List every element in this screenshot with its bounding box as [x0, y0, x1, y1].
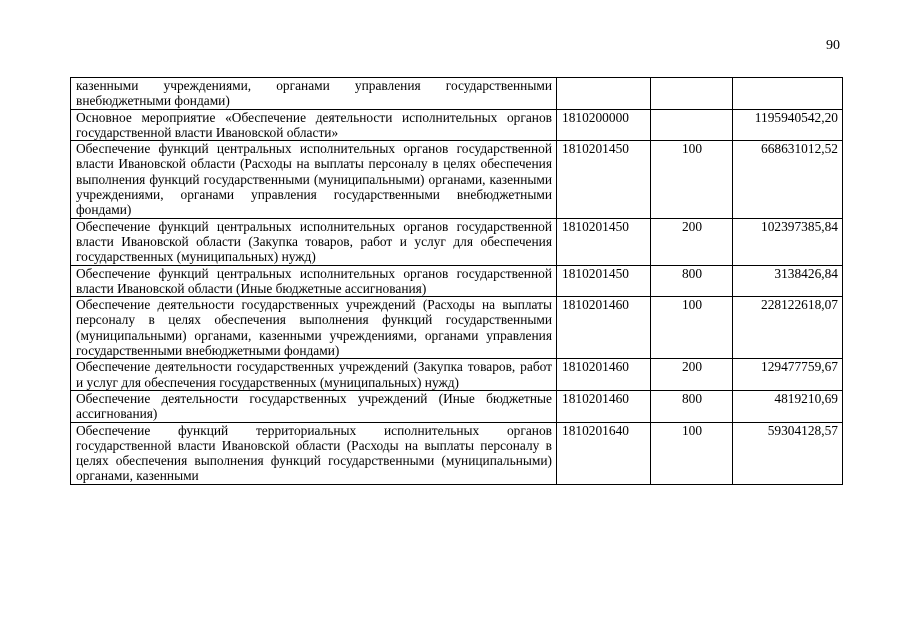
expense-type-cell: 200	[651, 218, 733, 265]
target-code-cell: 1810201640	[557, 422, 651, 484]
expense-name-cell: Обеспечение функций центральных исполнительных органов государственной власти Ивановской области (Закупка товаров, работ и услуг для обеспечения государственных (муниципальных) нужд)	[71, 218, 557, 265]
expense-name-cell: Обеспечение функций территориальных исполнительных органов государственной власти Ивановской области (Расходы на выплаты персоналу в целях обеспечения выполнения функций государственными (муниципальными) органами, казенными	[71, 422, 557, 484]
table-row	[71, 390, 843, 422]
table-row	[71, 422, 843, 484]
budget-table	[70, 77, 843, 485]
amount-cell	[733, 78, 843, 110]
table-row	[71, 218, 843, 265]
table-row	[71, 265, 843, 297]
target-code-cell: 1810201450	[557, 141, 651, 218]
table-row	[71, 109, 843, 141]
amount-cell: 668631012,52	[733, 141, 843, 218]
expense-name-cell: Основное мероприятие «Обеспечение деятельности исполнительных органов государственной власти Ивановской области»	[71, 109, 557, 141]
amount-cell: 129477759,67	[733, 359, 843, 391]
amount-cell: 228122618,07	[733, 297, 843, 359]
expense-type-cell: 100	[651, 141, 733, 218]
expense-name-cell: Обеспечение деятельности государственных учреждений (Расходы на выплаты персоналу в целях обеспечения выполнения функций государственными (муниципальными) органами, казенными учреждениями, органами управления государственными внебюджетными фондами)	[71, 297, 557, 359]
expense-type-cell: 100	[651, 422, 733, 484]
target-code-cell: 1810200000	[557, 109, 651, 141]
expense-type-cell: 200	[651, 359, 733, 391]
table-row	[71, 297, 843, 359]
table-row	[71, 359, 843, 391]
expense-name-cell: казенными учреждениями, органами управления государственными внебюджетными фондами)	[71, 78, 557, 110]
expense-name-cell: Обеспечение деятельности государственных учреждений (Закупка товаров, работ и услуг для обеспечения государственных (муниципальных) нужд)	[71, 359, 557, 391]
expense-type-cell: 800	[651, 265, 733, 297]
amount-cell: 102397385,84	[733, 218, 843, 265]
page-number: 90	[826, 38, 840, 53]
table-row	[71, 141, 843, 218]
target-code-cell	[557, 78, 651, 110]
amount-cell: 59304128,57	[733, 422, 843, 484]
expense-type-cell: 800	[651, 390, 733, 422]
target-code-cell: 1810201460	[557, 359, 651, 391]
expense-type-cell	[651, 78, 733, 110]
expense-type-cell	[651, 109, 733, 141]
target-code-cell: 1810201460	[557, 297, 651, 359]
expense-type-cell: 100	[651, 297, 733, 359]
table-row	[71, 78, 843, 110]
expense-name-cell: Обеспечение функций центральных исполнительных органов государственной власти Ивановской области (Иные бюджетные ассигнования)	[71, 265, 557, 297]
target-code-cell: 1810201450	[557, 218, 651, 265]
expense-name-cell: Обеспечение деятельности государственных учреждений (Иные бюджетные ассигнования)	[71, 390, 557, 422]
expense-name-cell: Обеспечение функций центральных исполнительных органов государственной власти Ивановской области (Расходы на выплаты персоналу в целях обеспечения выполнения функций государственными (муниципальными) органами, казенными учреждениями, органами управления государственными внебюджетными фондами)	[71, 141, 557, 218]
amount-cell: 4819210,69	[733, 390, 843, 422]
target-code-cell: 1810201460	[557, 390, 651, 422]
target-code-cell: 1810201450	[557, 265, 651, 297]
amount-cell: 1195940542,20	[733, 109, 843, 141]
amount-cell: 3138426,84	[733, 265, 843, 297]
